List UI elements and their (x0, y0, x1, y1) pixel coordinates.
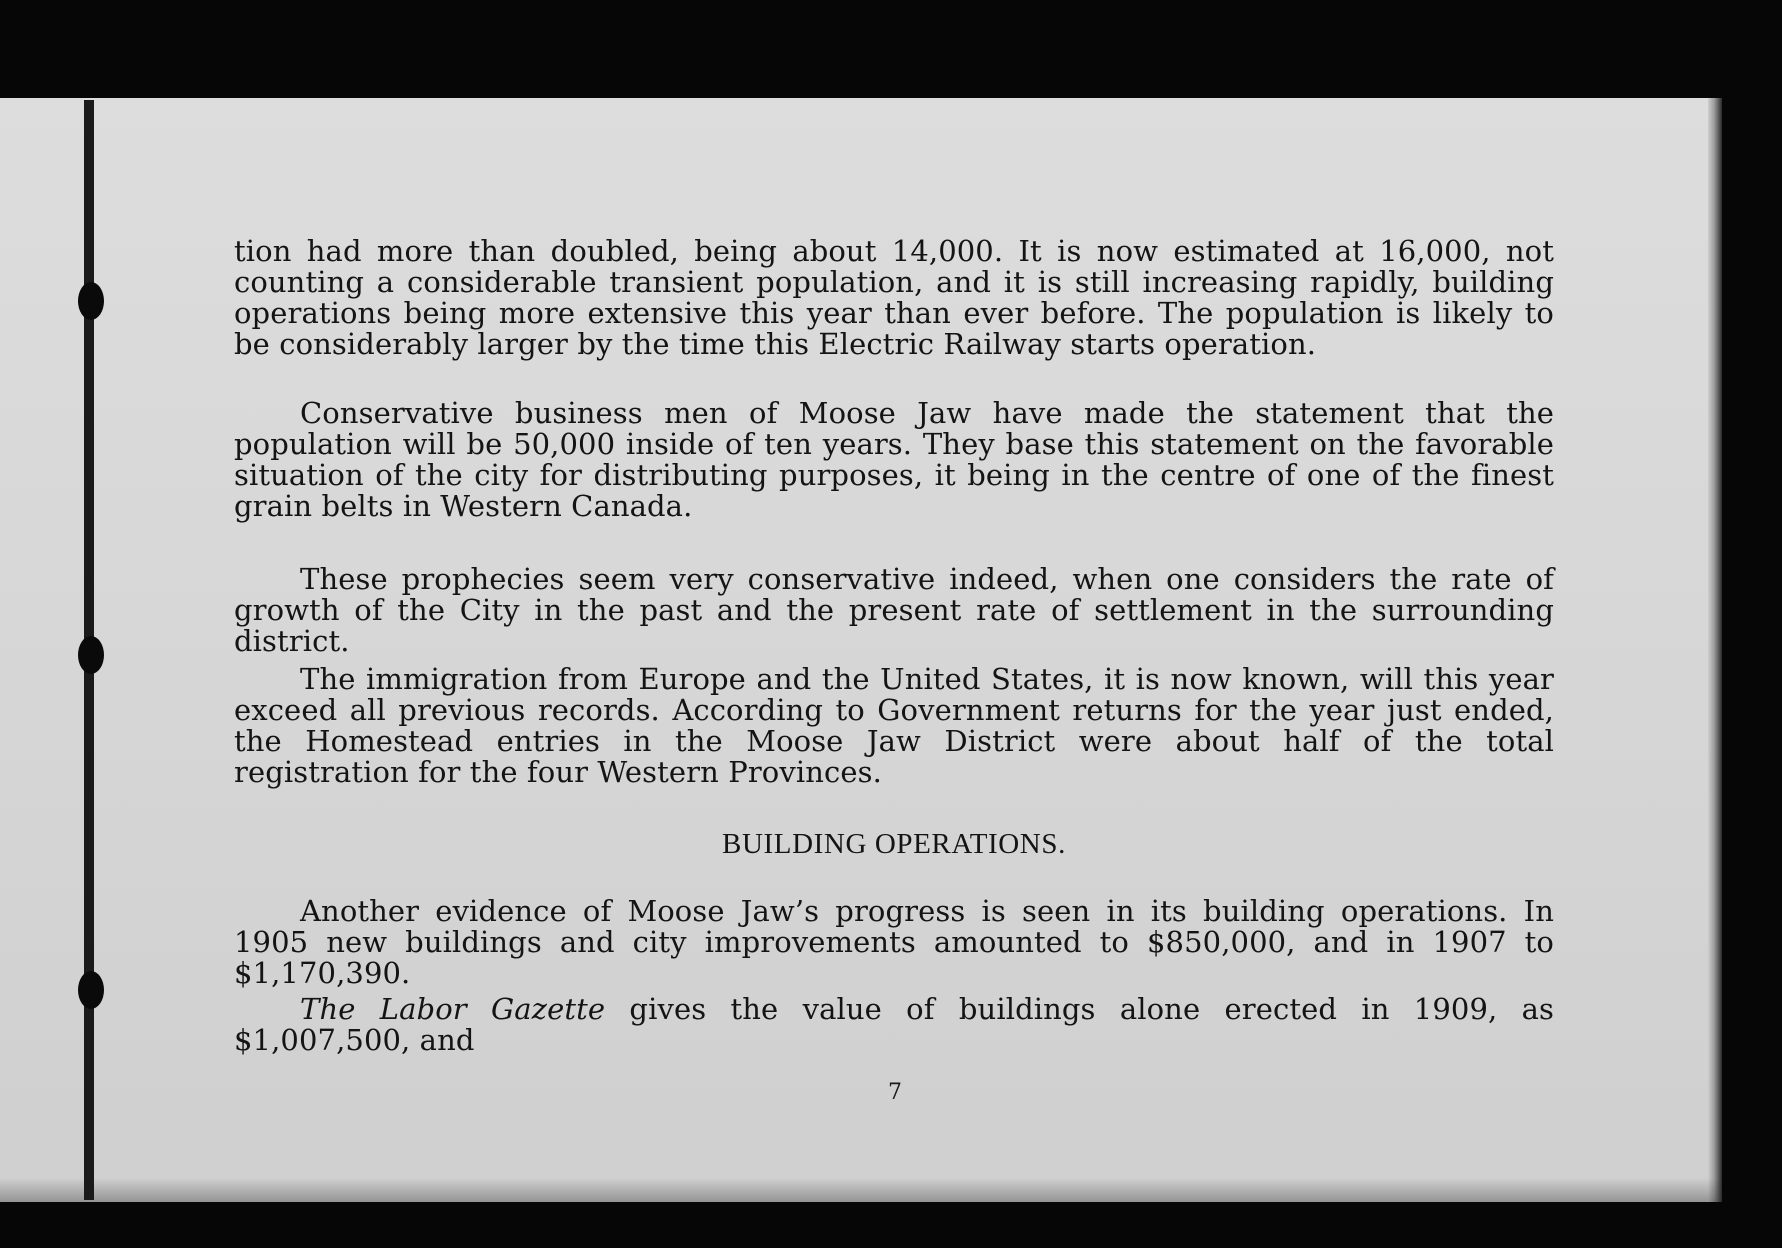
paragraph-conservative-business-men: Conservative business men of Moose Jaw have made the statement that the population will be 50,000 inside of ten years. They base this statement on the favorable situation of the city for distributing purposes, it being in the centre of one of the finest grain belts in Western Canada. (234, 396, 1554, 523)
page-bottom-shadow (0, 1178, 1722, 1202)
section-heading: BUILDING OPERATIONS. (722, 828, 1066, 860)
page-number: 7 (888, 1080, 902, 1105)
paragraph-prophecies: These prophecies seem very conservative indeed, when one considers the rate of growth of the City in the past and the present rate of settlement in the surrounding district. (234, 562, 1554, 658)
labor-gazette-title: The Labor Gazette (300, 992, 606, 1026)
labor-gazette-text: gives the value of buildings alone erected in 1909, as $1,007,500, and (234, 992, 1554, 1057)
binding-rivet-middle (78, 636, 104, 674)
binding-rivet-top (78, 282, 104, 320)
paragraph-building-progress: Another evidence of Moose Jaw’s progress is seen in its building operations. In 1905 new buildings and city improvements amounted to $850,000, and in 1907 to $1,170,390. (234, 894, 1554, 990)
paragraph-labor-gazette (234, 994, 1554, 1056)
paragraph-immigration: The immigration from Europe and the United States, it is now known, will this year exceed all previous records. According to Government returns for the year just ended, the Homestead entries in the Moose Jaw District were about half of the total registration for the four Western Provinces. (234, 662, 1554, 789)
paragraph-population: tion had more than doubled, being about 14,000. It is now estimated at 16,000, not counting a considerable transient population, and it is still increasing rapidly, building operations being more extensive this year than ever before. The population is likely to be considerably larger by the time this Electric Railway starts operation. (234, 234, 1554, 361)
binding-rivet-bottom (78, 971, 104, 1009)
page-right-edge (1708, 98, 1722, 1202)
